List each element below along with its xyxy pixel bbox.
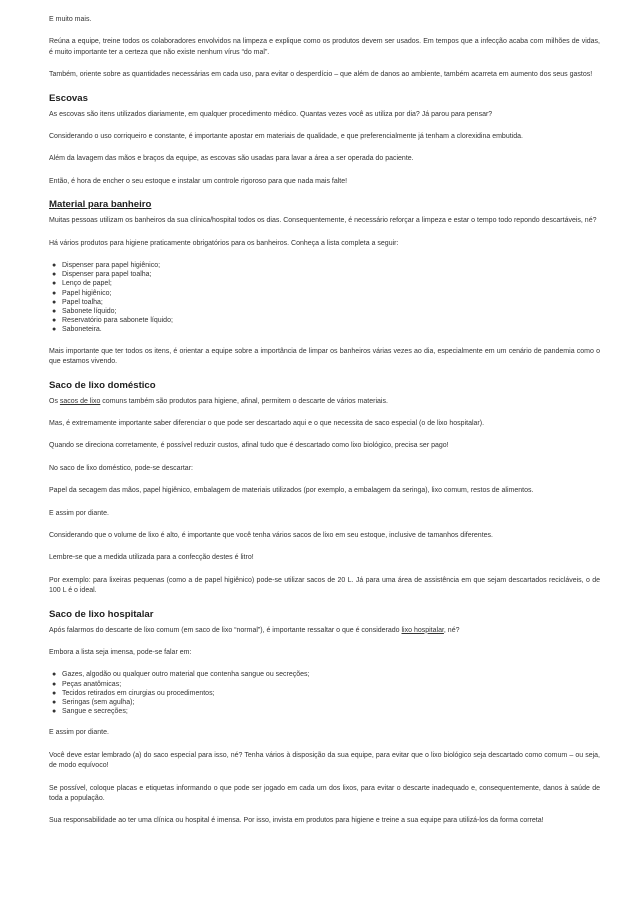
- section-heading-escovas: Escovas: [49, 92, 88, 104]
- sacos-de-lixo-link[interactable]: sacos de lixo: [59, 397, 101, 405]
- bullet-icon: ●: [52, 308, 57, 316]
- lixo-domestico-paragraph-2: Mas, é extremamente importante saber diferenciar o que pode ser descartado aqui e o que necessita de saco especial (o de lixo hospitalar).: [49, 419, 485, 427]
- section-heading-lixo-hospitalar: Saco de lixo hospitalar: [49, 608, 154, 620]
- escovas-paragraph-2: Considerando o uso corriqueiro e constante, é importante apostar em materiais de qualidade, e que preferencialmente já tenham a clorexidina embutida.: [49, 133, 523, 141]
- bullet-icon: ●: [52, 326, 57, 334]
- lixo-domestico-paragraph-8: Lembre-se que a medida utilizada para a confecção destes é litro!: [49, 554, 254, 562]
- list-item: [52, 279, 600, 288]
- lixo-domestico-paragraph-1: [49, 397, 600, 407]
- lixo-domestico-paragraph-3: Quando se direciona corretamente, é possível reduzir custos, afinal tudo que é descartado como lixo biológico, precisa ser pago!: [49, 442, 449, 450]
- lixo-hospitalar-paragraph-2: Embora a lista seja imensa, pode-se falar em:: [49, 648, 192, 656]
- bullet-icon: ●: [52, 671, 57, 679]
- list-item-label: Papel higiênico;: [62, 289, 112, 297]
- lixo-hospitalar-paragraph-3: E assim por diante.: [49, 729, 109, 737]
- bullet-icon: ●: [52, 271, 57, 279]
- list-item-label: Papel toalha;: [62, 298, 103, 306]
- list-item-label: Tecidos retirados em cirurgias ou procedimentos;: [62, 689, 215, 697]
- list-item-label: Seringas (sem agulha);: [62, 698, 135, 706]
- paragraph-text: comuns também são produtos para higiene, afinal, permitem o descarte de vários materiais.: [100, 397, 388, 405]
- escovas-paragraph-4: Então, é hora de encher o seu estoque e instalar um controle rigoroso para que nada mais falte!: [49, 177, 348, 185]
- list-item: [52, 325, 600, 334]
- bullet-icon: ●: [52, 298, 57, 306]
- list-item: [52, 270, 600, 279]
- lixo-hospitalar-paragraph-6: Sua responsabilidade ao ter uma clínica ou hospital é imensa. Por isso, invista em produtos para higiene e treine a sua equipe para utilizá-los da forma correta!: [49, 817, 544, 825]
- list-item-label: Reservatório para sabonete líquido;: [62, 317, 173, 325]
- lixo-hospitalar-paragraph-4: Você deve estar lembrado (a) do saco especial para isso, né? Tenha vários à disposição da sua equipe, para evitar que o lixo biológico seja descartado como comum – ou seja, de modo equívoco!: [49, 751, 600, 770]
- escovas-paragraph-1: As escovas são itens utilizados diariamente, em qualquer procedimento médico. Quantas vezes você as utiliza por dia? Já parou para pensar?: [49, 110, 493, 118]
- lixo-domestico-paragraph-9: Por exemplo: para lixeiras pequenas (como a de papel higiênico) pode-se utilizar sacos de 20 L. Já para uma área de assistência em que sejam descartados recicláveis, o de 100 L é o ideal.: [49, 576, 600, 595]
- list-item-label: Dispenser para papel toalha;: [62, 271, 152, 279]
- banheiro-list: [49, 261, 600, 335]
- list-item: [52, 261, 600, 270]
- list-item-label: Peças anatômicas;: [62, 680, 122, 688]
- paragraph-text: Após falarmos do descarte de lixo comum (em saco de lixo “normal”), é importante ressaltar o que é considerado: [49, 626, 402, 634]
- list-item-label: Gazes, algodão ou qualquer outro material que contenha sangue ou secreções;: [62, 671, 310, 679]
- list-item-label: Sabonete líquido;: [62, 308, 117, 316]
- list-item-label: Lenço de papel;: [62, 280, 112, 288]
- bullet-icon: ●: [52, 698, 57, 706]
- bullet-icon: ●: [52, 708, 57, 716]
- list-item: [52, 707, 600, 716]
- lixo-domestico-paragraph-7: Considerando que o volume de lixo é alto, é importante que você tenha vários sacos de lixo em seu estoque, inclusive de tamanhos diferentes.: [49, 531, 493, 539]
- escovas-paragraph-3: Além da lavagem das mãos e braços da equipe, as escovas são usadas para lavar a área a ser operada do paciente.: [49, 155, 414, 163]
- bullet-icon: ●: [52, 317, 57, 325]
- list-item: [52, 316, 600, 325]
- list-item-label: Dispenser para papel higiênico;: [62, 262, 161, 270]
- bullet-icon: ●: [52, 280, 57, 288]
- bullet-icon: ●: [52, 680, 57, 688]
- article-body: [49, 15, 600, 839]
- paragraph-text: , né?: [443, 626, 460, 634]
- lixo-domestico-paragraph-6: E assim por diante.: [49, 509, 109, 517]
- bullet-icon: ●: [52, 262, 57, 270]
- lixo-domestico-paragraph-4: No saco de lixo doméstico, pode-se descartar:: [49, 464, 193, 472]
- section-heading-material-banheiro: Material para banheiro: [49, 199, 152, 211]
- list-item-label: Sangue e secreções;: [62, 708, 128, 716]
- lixo-hospitalar-list: [49, 670, 600, 716]
- section-heading-lixo-domestico: Saco de lixo doméstico: [49, 379, 156, 391]
- bullet-icon: ●: [52, 689, 57, 697]
- banheiro-paragraph-2: Há vários produtos para higiene praticamente obrigatórios para os banheiros. Conheça a lista completa a seguir:: [49, 239, 399, 247]
- bullet-icon: ●: [52, 289, 57, 297]
- intro-paragraph-2: Reúna a equipe, treine todos os colaboradores envolvidos na limpeza e explique como os produtos devem ser usados. Em tempos que a infecção acaba com milhões de vidas, é muito importante ter a certeza que não existe nenhum vírus “do mal”.: [49, 38, 600, 56]
- banheiro-paragraph-1: Muitas pessoas utilizam os banheiros da sua clínica/hospital todos os dias. Consequentemente, é necessário reforçar a limpeza e estar o tempo todo repondo descartáveis, né?: [49, 217, 597, 225]
- lixo-hospitalar-paragraph-1: [49, 626, 600, 636]
- list-item: [52, 698, 600, 707]
- lixo-domestico-paragraph-5: Papel da secagem das mãos, papel higiênico, embalagem de materiais utilizados (por exemplo, a embalagem da seringa), lixo comum, restos de alimentos.: [49, 487, 534, 495]
- list-item: [52, 680, 600, 689]
- list-item: [52, 670, 600, 679]
- paragraph-text: Os: [49, 397, 60, 405]
- list-item: [52, 298, 600, 307]
- intro-paragraph-1: E muito mais.: [49, 16, 92, 23]
- intro-paragraph-3: Também, oriente sobre as quantidades necessárias em cada uso, para evitar o desperdício – que além de danos ao ambiente, também acarreta em aumento dos seus gastos!: [49, 71, 593, 79]
- lixo-hospitalar-link[interactable]: lixo hospitalar: [401, 626, 444, 634]
- list-item-label: Saboneteira.: [62, 326, 102, 334]
- banheiro-paragraph-3: Mais importante que ter todos os itens, é orientar a equipe sobre a importância de limpar os banheiros várias vezes ao dia, especialmente em um cenário de pandemia como o que estamos vivendo.: [49, 347, 600, 366]
- lixo-hospitalar-paragraph-5: Se possível, coloque placas e etiquetas informando o que pode ser jogado em cada um dos lixos, para evitar o descarte inadequado e, consequentemente, danos à saúde de toda a população.: [49, 784, 600, 803]
- list-item: [52, 289, 600, 298]
- list-item: [52, 307, 600, 316]
- list-item: [52, 689, 600, 698]
